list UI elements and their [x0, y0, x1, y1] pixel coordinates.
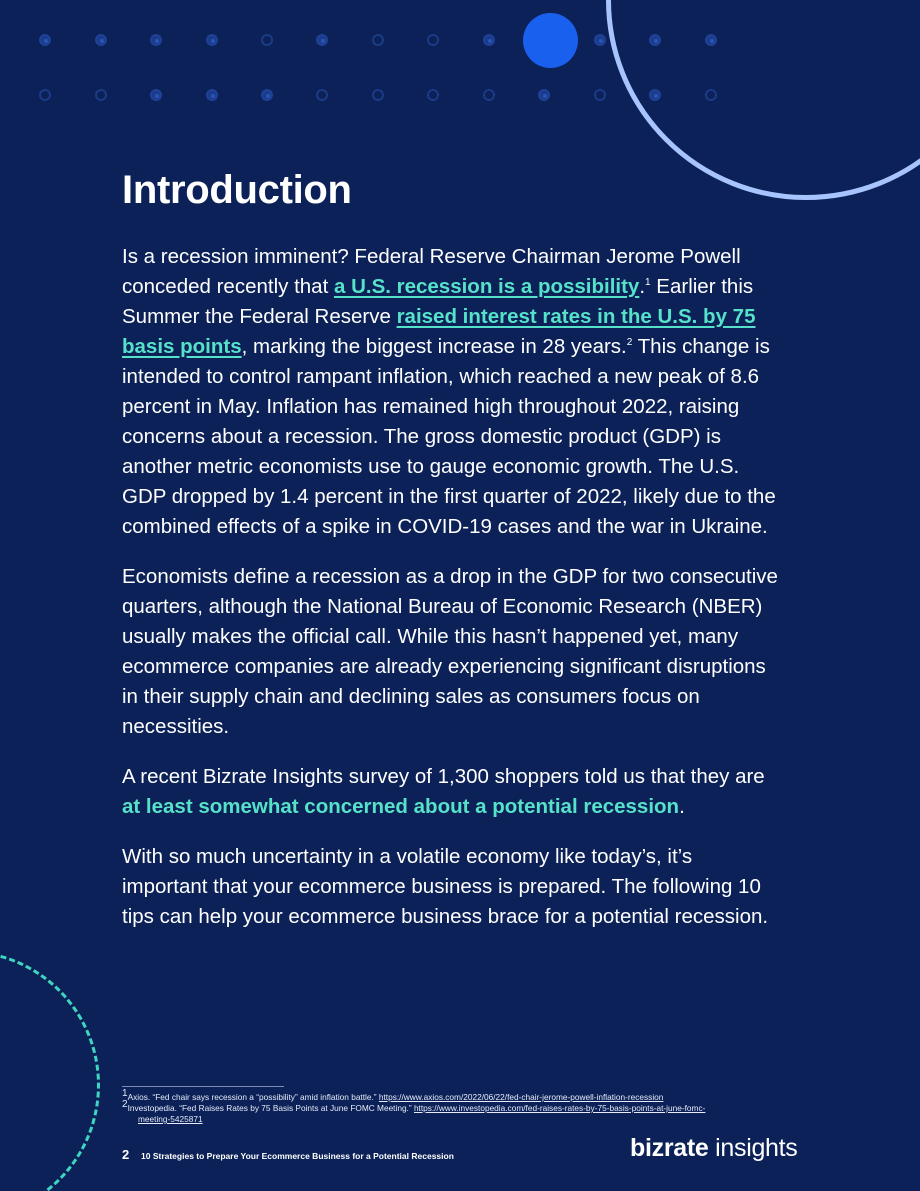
- paragraph-3: [122, 762, 782, 822]
- decorative-dot: [206, 89, 218, 101]
- text-run: Is a recession imminent? Federal Reserve Chairman Jerome Powell conceded recently that: [122, 245, 741, 298]
- text-run: This change is intended to control rampant inflation, which reached a new peak of 8.6 percent in May. Inflation has remained high throughout 2022, raising concerns about a recession. The gross domestic product (GDP) is another metric economists use to gauge economic growth. The U.S. GDP dropped by 1.4 percent in the first quarter of 2022, likely due to the combined effects of a spike in COVID-19 cases and the war in Ukraine.: [122, 335, 776, 538]
- text-run: .: [679, 795, 685, 818]
- footnote-text: Investopedia. “Fed Raises Rates by 75 Basis Points at June FOMC Meeting.”: [127, 1103, 414, 1113]
- decorative-dot: [316, 89, 328, 101]
- decorative-dashed-arc: [0, 950, 100, 1191]
- footnote-number: 2: [122, 1099, 128, 1111]
- decorative-dot: [206, 34, 218, 46]
- text-run: , marking the biggest increase in 28 years.: [241, 335, 627, 358]
- footnote-ref-1: 1: [645, 277, 651, 289]
- decorative-dot: [95, 34, 107, 46]
- logo-light: insights: [708, 1134, 798, 1162]
- footnote-ref-2: 2: [626, 337, 633, 349]
- footnote-divider: [122, 1086, 284, 1087]
- decorative-dot: [594, 89, 606, 101]
- decorative-dot: [150, 89, 162, 101]
- decorative-dot: [427, 89, 439, 101]
- decorative-dot: [95, 89, 107, 101]
- footnote-2: [122, 1099, 802, 1114]
- footnote-2-link[interactable]: https://www.investopedia.com/fed-raises-rates-by-75-basis-points-at-june-fomc-: [413, 1103, 706, 1113]
- decorative-dot: [39, 89, 51, 101]
- footnote-1-link[interactable]: https://www.axios.com/2022/06/22/fed-chair-jerome-powell-inflation-recession: [378, 1092, 664, 1102]
- decorative-dot: [372, 89, 384, 101]
- decorative-dot: [427, 34, 439, 46]
- decorative-dot: [594, 34, 606, 46]
- footer-document-title: 10 Strategies to Prepare Your Ecommerce Business for a Potential Recession: [141, 1151, 454, 1161]
- decorative-dot: [150, 34, 162, 46]
- decorative-dot: [538, 89, 550, 101]
- paragraph-2: Economists define a recession as a drop in the GDP for two consecutive quarters, although the National Bureau of Economic Research (NBER) usually makes the official call. While this hasn’t happened yet, many ecommerce companies are already experiencing significant disruptions in their supply chain and declining sales as consumers focus on necessities.: [122, 565, 778, 738]
- footnote-number: 1: [122, 1088, 128, 1100]
- decorative-dot: [483, 89, 495, 101]
- text-run: A recent Bizrate Insights survey of 1,300 shoppers told us that they are: [122, 765, 765, 788]
- link-interest-rates[interactable]: raised interest rates in the U.S. by 75 basis points: [122, 305, 756, 358]
- body-text: [122, 242, 782, 952]
- paragraph-1: [122, 242, 782, 542]
- text-run: .: [639, 275, 646, 298]
- highlight-concern: at least somewhat concerned about a potential recession: [122, 795, 680, 818]
- page-number: 2: [122, 1147, 130, 1162]
- decorative-blue-circle: [523, 13, 578, 68]
- decorative-dot: [261, 89, 273, 101]
- decorative-dot: [39, 34, 51, 46]
- decorative-dot: [316, 34, 328, 46]
- footnote-text: Axios. “Fed chair says recession a “possibility” amid inflation battle.”: [127, 1092, 379, 1102]
- decorative-dot: [372, 34, 384, 46]
- bizrate-insights-logo: [630, 1134, 798, 1163]
- page-title: Introduction: [122, 168, 352, 212]
- logo-bold: bizrate: [630, 1134, 709, 1162]
- decorative-dot: [483, 34, 495, 46]
- footnote-2-link-cont[interactable]: meeting-5425871: [138, 1114, 203, 1124]
- link-recession-possibility[interactable]: a U.S. recession is a possibility: [333, 275, 640, 298]
- footnote-2-continued: [122, 1114, 802, 1125]
- decorative-arc-top: [606, 0, 920, 200]
- footnote-1: [122, 1088, 802, 1103]
- paragraph-4: With so much uncertainty in a volatile economy like today’s, it’s important that your ecommerce business is prepared. The following 10 tips can help your ecommerce business brace for a potential recession.: [122, 845, 769, 928]
- text-run: Earlier this Summer the Federal Reserve: [122, 275, 754, 328]
- footnotes: [122, 1088, 802, 1125]
- decorative-dot: [261, 34, 273, 46]
